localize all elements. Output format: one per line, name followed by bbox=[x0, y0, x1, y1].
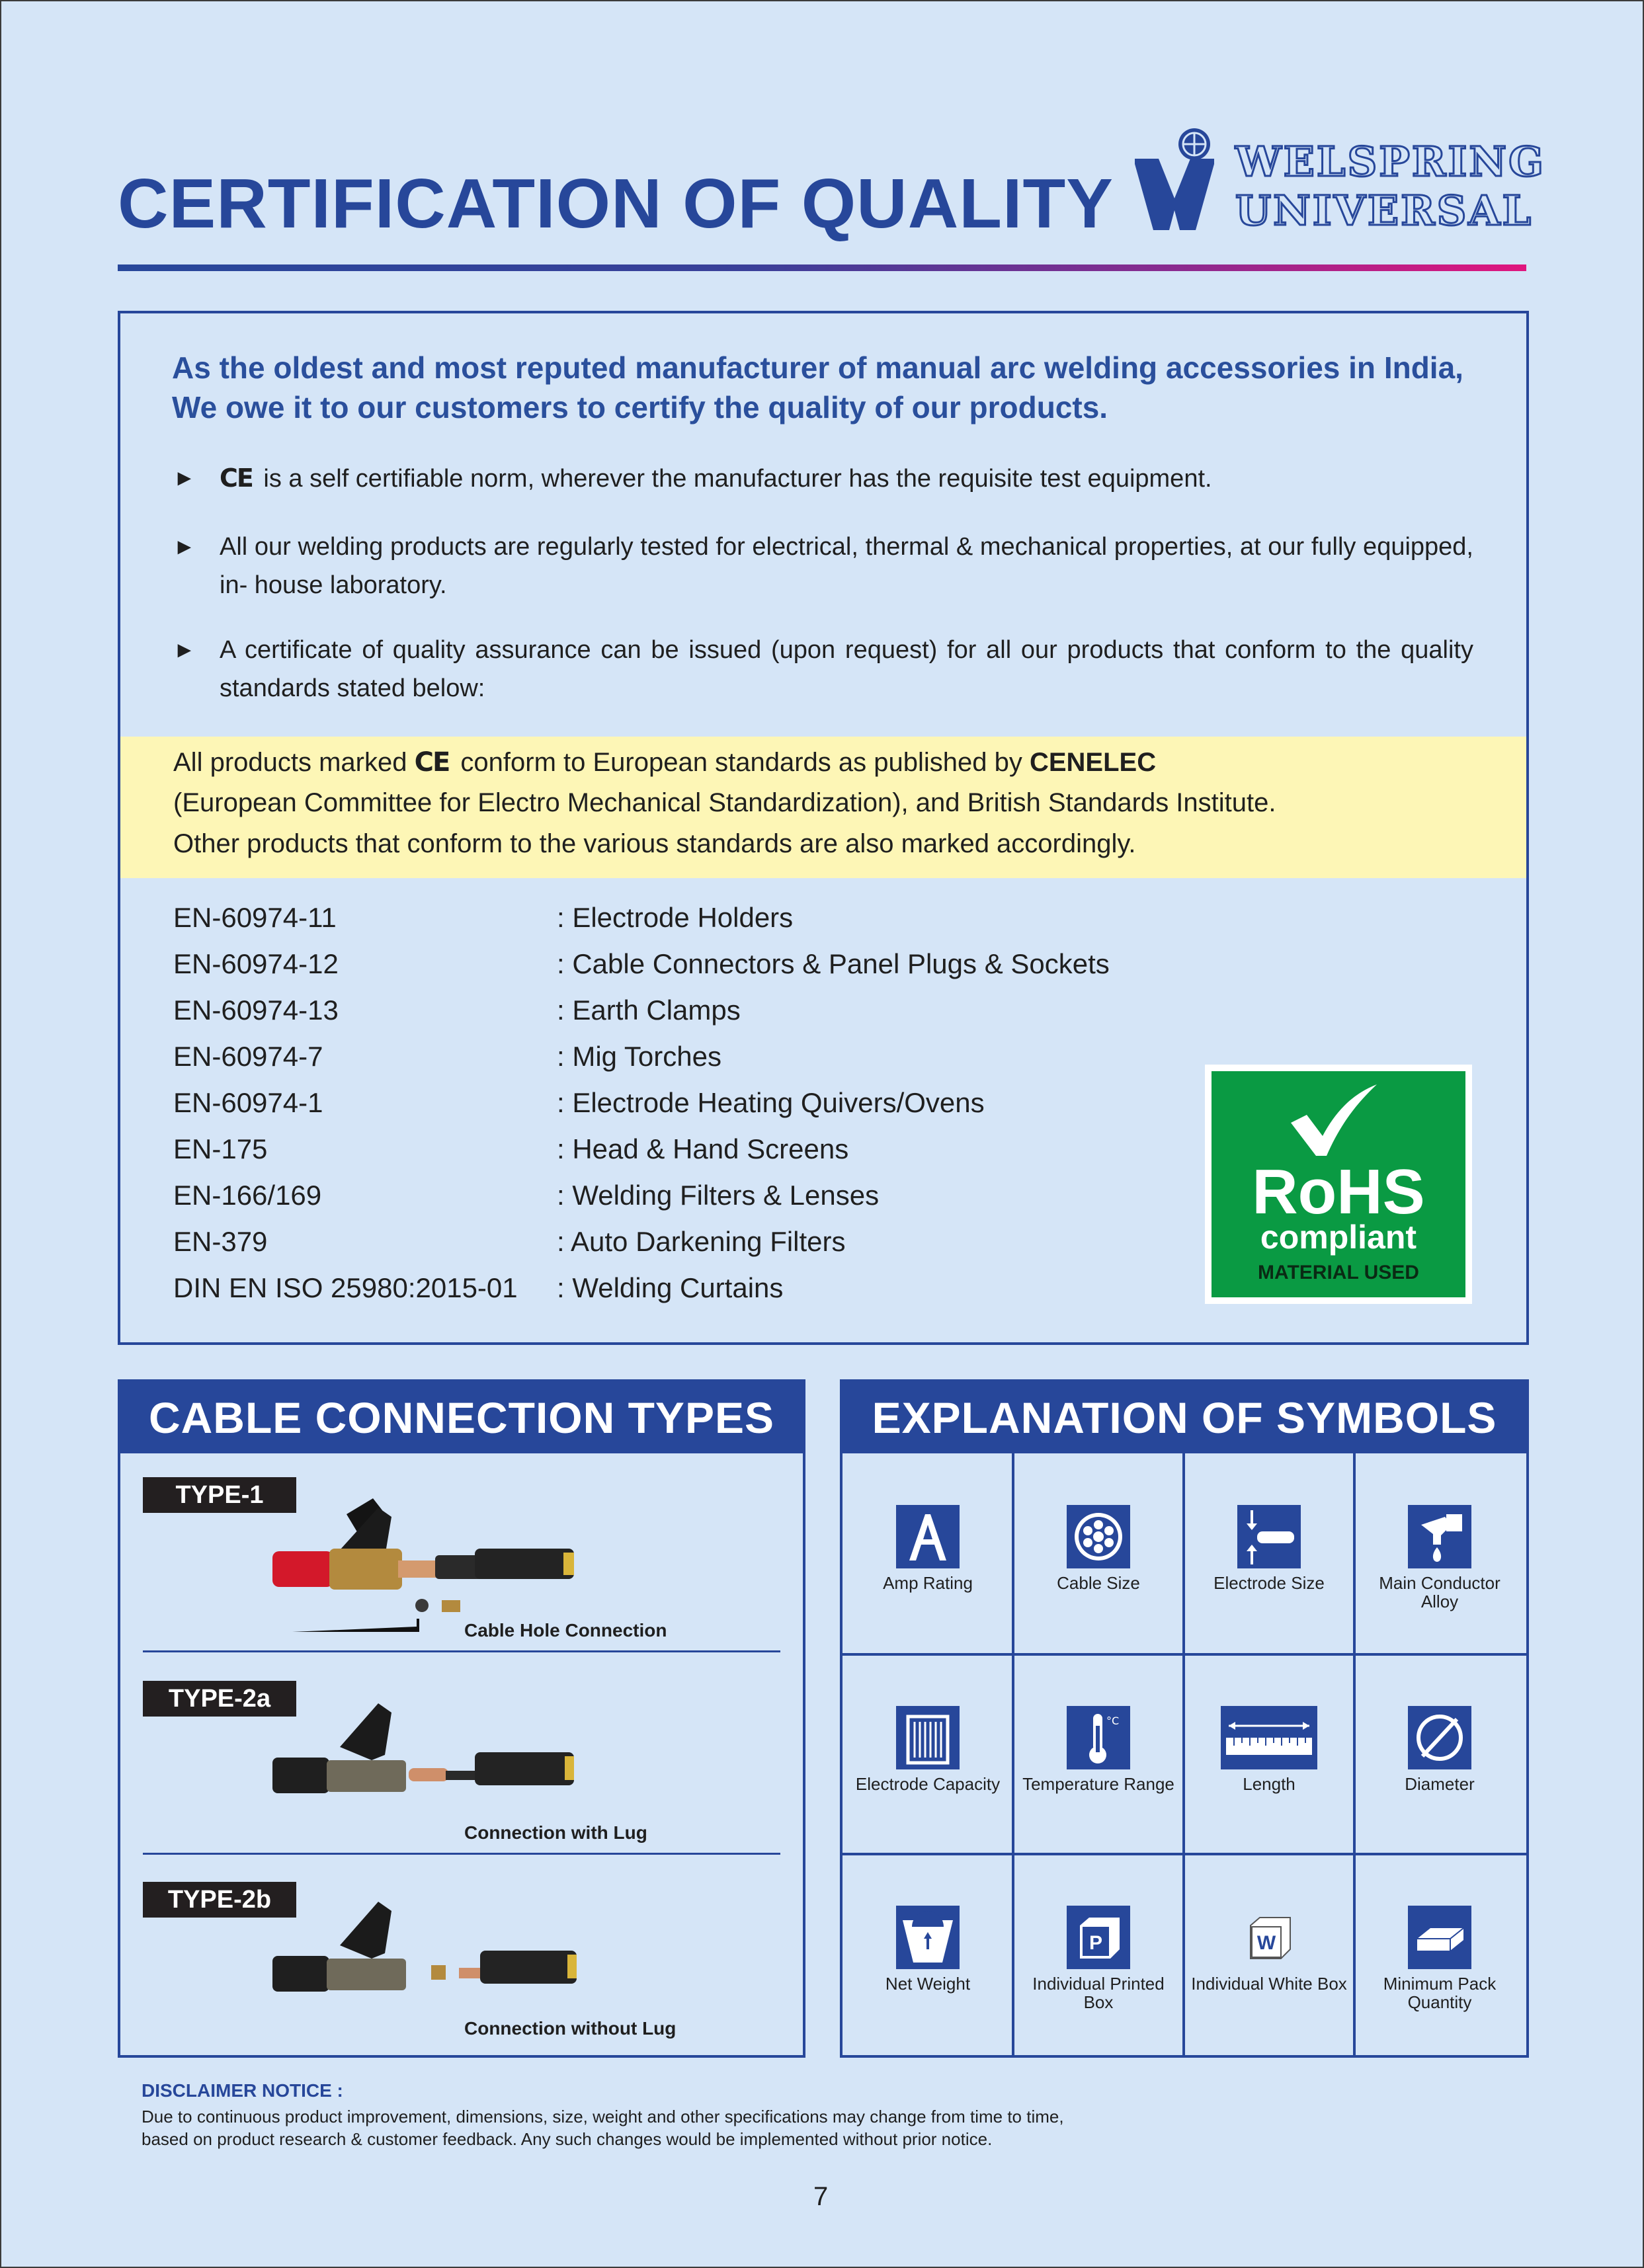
standard-code: EN-60974-7 bbox=[173, 1041, 323, 1072]
intro-line-2: We owe it to our customers to certify the quality of our products. bbox=[172, 390, 1108, 425]
cenelec-label: CENELEC bbox=[1029, 748, 1157, 777]
thermometer-icon bbox=[1067, 1706, 1130, 1769]
page-number: 7 bbox=[813, 2182, 829, 2211]
standards-note-line-3: Other products that conform to the various standards are also marked accordingly. bbox=[173, 829, 1136, 858]
symbols-panel bbox=[840, 1379, 1529, 2058]
type-2a-label: TYPE-2a bbox=[143, 1681, 296, 1717]
symbol-cable-size: Cable Size bbox=[1013, 1455, 1184, 1653]
svg-text:W: W bbox=[1256, 1932, 1276, 1954]
bullet-certificate bbox=[173, 631, 1473, 708]
quality-statement-box bbox=[118, 311, 1529, 1345]
logo-line-1: WELSPRING bbox=[1235, 138, 1546, 186]
bullet-text: A certificate of quality assurance can be issued (upon request) for all our products that conform to the quality standards stated below: bbox=[220, 636, 1473, 702]
welspring-logo-icon bbox=[1130, 124, 1229, 237]
symbol-electrode-size: Electrode Size bbox=[1184, 1455, 1354, 1653]
bullet-text: All our welding products are regularly tested for electrical, thermal & mechanical properties, at our fully equipped, in- house laboratory. bbox=[220, 533, 1473, 599]
bullet-testing bbox=[173, 528, 1473, 604]
standard-code: DIN EN ISO 25980:2015-01 bbox=[173, 1272, 518, 1303]
cable-panel-title: CABLE CONNECTION TYPES bbox=[120, 1382, 803, 1453]
title-divider bbox=[118, 264, 1526, 271]
ce-mark: CE bbox=[220, 464, 253, 493]
svg-text:P: P bbox=[1089, 1932, 1103, 1954]
symbol-individual-white-box: W Individual White Box bbox=[1184, 1855, 1354, 2054]
bullet-ce-norm bbox=[173, 459, 1473, 498]
ruler-icon bbox=[1221, 1706, 1317, 1769]
rohs-title: RoHS bbox=[1252, 1156, 1425, 1227]
symbol-diameter: Diameter bbox=[1354, 1656, 1525, 1854]
bullet-arrow-icon: ► bbox=[173, 466, 196, 491]
standards-note-highlight bbox=[120, 737, 1526, 878]
bullet-text: is a self certifiable norm, wherever the manufacturer has the requisite test equipment. bbox=[263, 465, 1212, 493]
white-box-icon bbox=[1237, 1906, 1301, 1969]
type-1-label: TYPE-1 bbox=[143, 1477, 296, 1513]
pack-quantity-icon bbox=[1408, 1906, 1471, 1969]
page-title: CERTIFICATION OF QUALITY bbox=[118, 165, 1114, 243]
rohs-material: MATERIAL USED bbox=[1258, 1262, 1419, 1283]
diameter-icon bbox=[1408, 1706, 1471, 1769]
weight-scale-icon bbox=[896, 1906, 960, 1969]
type-2b-caption: Connection without Lug bbox=[464, 2018, 677, 2039]
bullet-arrow-icon: ► bbox=[173, 637, 196, 663]
standard-code: EN-60974-1 bbox=[173, 1087, 323, 1118]
conductor-alloy-icon bbox=[1408, 1505, 1471, 1568]
printed-box-icon bbox=[1067, 1906, 1130, 1969]
electrode-holder-type-2a-image bbox=[266, 1697, 636, 1822]
disclaimer-title: DISCLAIMER NOTICE : bbox=[142, 2080, 343, 2101]
logo-line-2: UNIVERSAL bbox=[1235, 186, 1534, 235]
symbol-amp-rating: Amp Rating bbox=[843, 1455, 1013, 1653]
standard-code: EN-175 bbox=[173, 1133, 268, 1164]
standard-description: : Welding Curtains bbox=[557, 1272, 784, 1303]
electrode-holder-type-1-image bbox=[266, 1488, 636, 1640]
bullet-arrow-icon: ► bbox=[173, 534, 196, 559]
standard-code: EN-379 bbox=[173, 1226, 268, 1257]
standard-description: : Welding Filters & Lenses bbox=[557, 1180, 880, 1211]
electrode-holder-type-2b-image bbox=[266, 1895, 636, 2021]
symbol-minimum-pack-quantity: Minimum Pack Quantity bbox=[1354, 1855, 1525, 2054]
disclaimer-line-1: Due to continuous product improvement, dimensions, size, weight and other specifications may change from time to time, bbox=[142, 2107, 1064, 2126]
ce-mark: CE bbox=[414, 747, 450, 778]
symbol-electrode-capacity: Electrode Capacity bbox=[843, 1656, 1013, 1854]
disclaimer-line-2: based on product research & customer feedback. Any such changes would be implemented without prior notice. bbox=[142, 2129, 993, 2149]
standard-description: : Mig Torches bbox=[557, 1041, 721, 1072]
symbol-temperature-range: °C Temperature Range bbox=[1013, 1656, 1184, 1854]
intro-line-1: As the oldest and most reputed manufacturer of manual arc welding accessories in India, bbox=[172, 350, 1463, 385]
electrode-size-icon bbox=[1237, 1505, 1301, 1568]
type-2b-label: TYPE-2b bbox=[143, 1882, 296, 1918]
standard-description: : Head & Hand Screens bbox=[557, 1133, 849, 1164]
cable-connection-panel bbox=[118, 1379, 805, 2058]
symbols-panel-title: EXPLANATION OF SYMBOLS bbox=[843, 1382, 1526, 1453]
standard-description: : Earth Clamps bbox=[557, 994, 741, 1026]
type-divider bbox=[143, 1853, 780, 1855]
standards-note-line-1: All products marked CE conform to European standards as published by CENELEC bbox=[173, 747, 1157, 778]
company-logo bbox=[1130, 124, 1546, 237]
symbol-main-conductor-alloy: Main Conductor Alloy bbox=[1354, 1455, 1525, 1653]
standard-code: EN-60974-13 bbox=[173, 994, 339, 1026]
checkmark-icon bbox=[1284, 1082, 1383, 1161]
type-2a-caption: Connection with Lug bbox=[464, 1822, 647, 1843]
symbol-length: Length bbox=[1184, 1656, 1354, 1854]
amp-rating-icon bbox=[896, 1505, 960, 1568]
standard-description: : Auto Darkening Filters bbox=[557, 1226, 846, 1257]
standard-code: EN-166/169 bbox=[173, 1180, 322, 1211]
standards-note-line-2: (European Committee for Electro Mechanical Standardization), and British Standards Institute. bbox=[173, 788, 1276, 817]
type-divider bbox=[143, 1650, 780, 1652]
type-1-caption: Cable Hole Connection bbox=[464, 1620, 667, 1640]
rohs-badge bbox=[1205, 1065, 1472, 1304]
standard-code: EN-60974-11 bbox=[173, 902, 337, 933]
intro-statement bbox=[172, 348, 1495, 427]
electrode-capacity-icon bbox=[896, 1706, 960, 1769]
standard-description: : Electrode Heating Quivers/Ovens bbox=[557, 1087, 985, 1118]
symbol-individual-printed-box: P Individual Printed Box bbox=[1013, 1855, 1184, 2054]
standard-description: : Electrode Holders bbox=[557, 902, 794, 933]
standard-code: EN-60974-12 bbox=[173, 948, 339, 979]
standard-description: : Cable Connectors & Panel Plugs & Sockets bbox=[557, 948, 1110, 979]
cable-size-icon bbox=[1067, 1505, 1130, 1568]
svg-text:°C: °C bbox=[1106, 1715, 1120, 1727]
rohs-compliant: compliant bbox=[1260, 1219, 1417, 1256]
symbol-net-weight: Net Weight bbox=[843, 1855, 1013, 2054]
